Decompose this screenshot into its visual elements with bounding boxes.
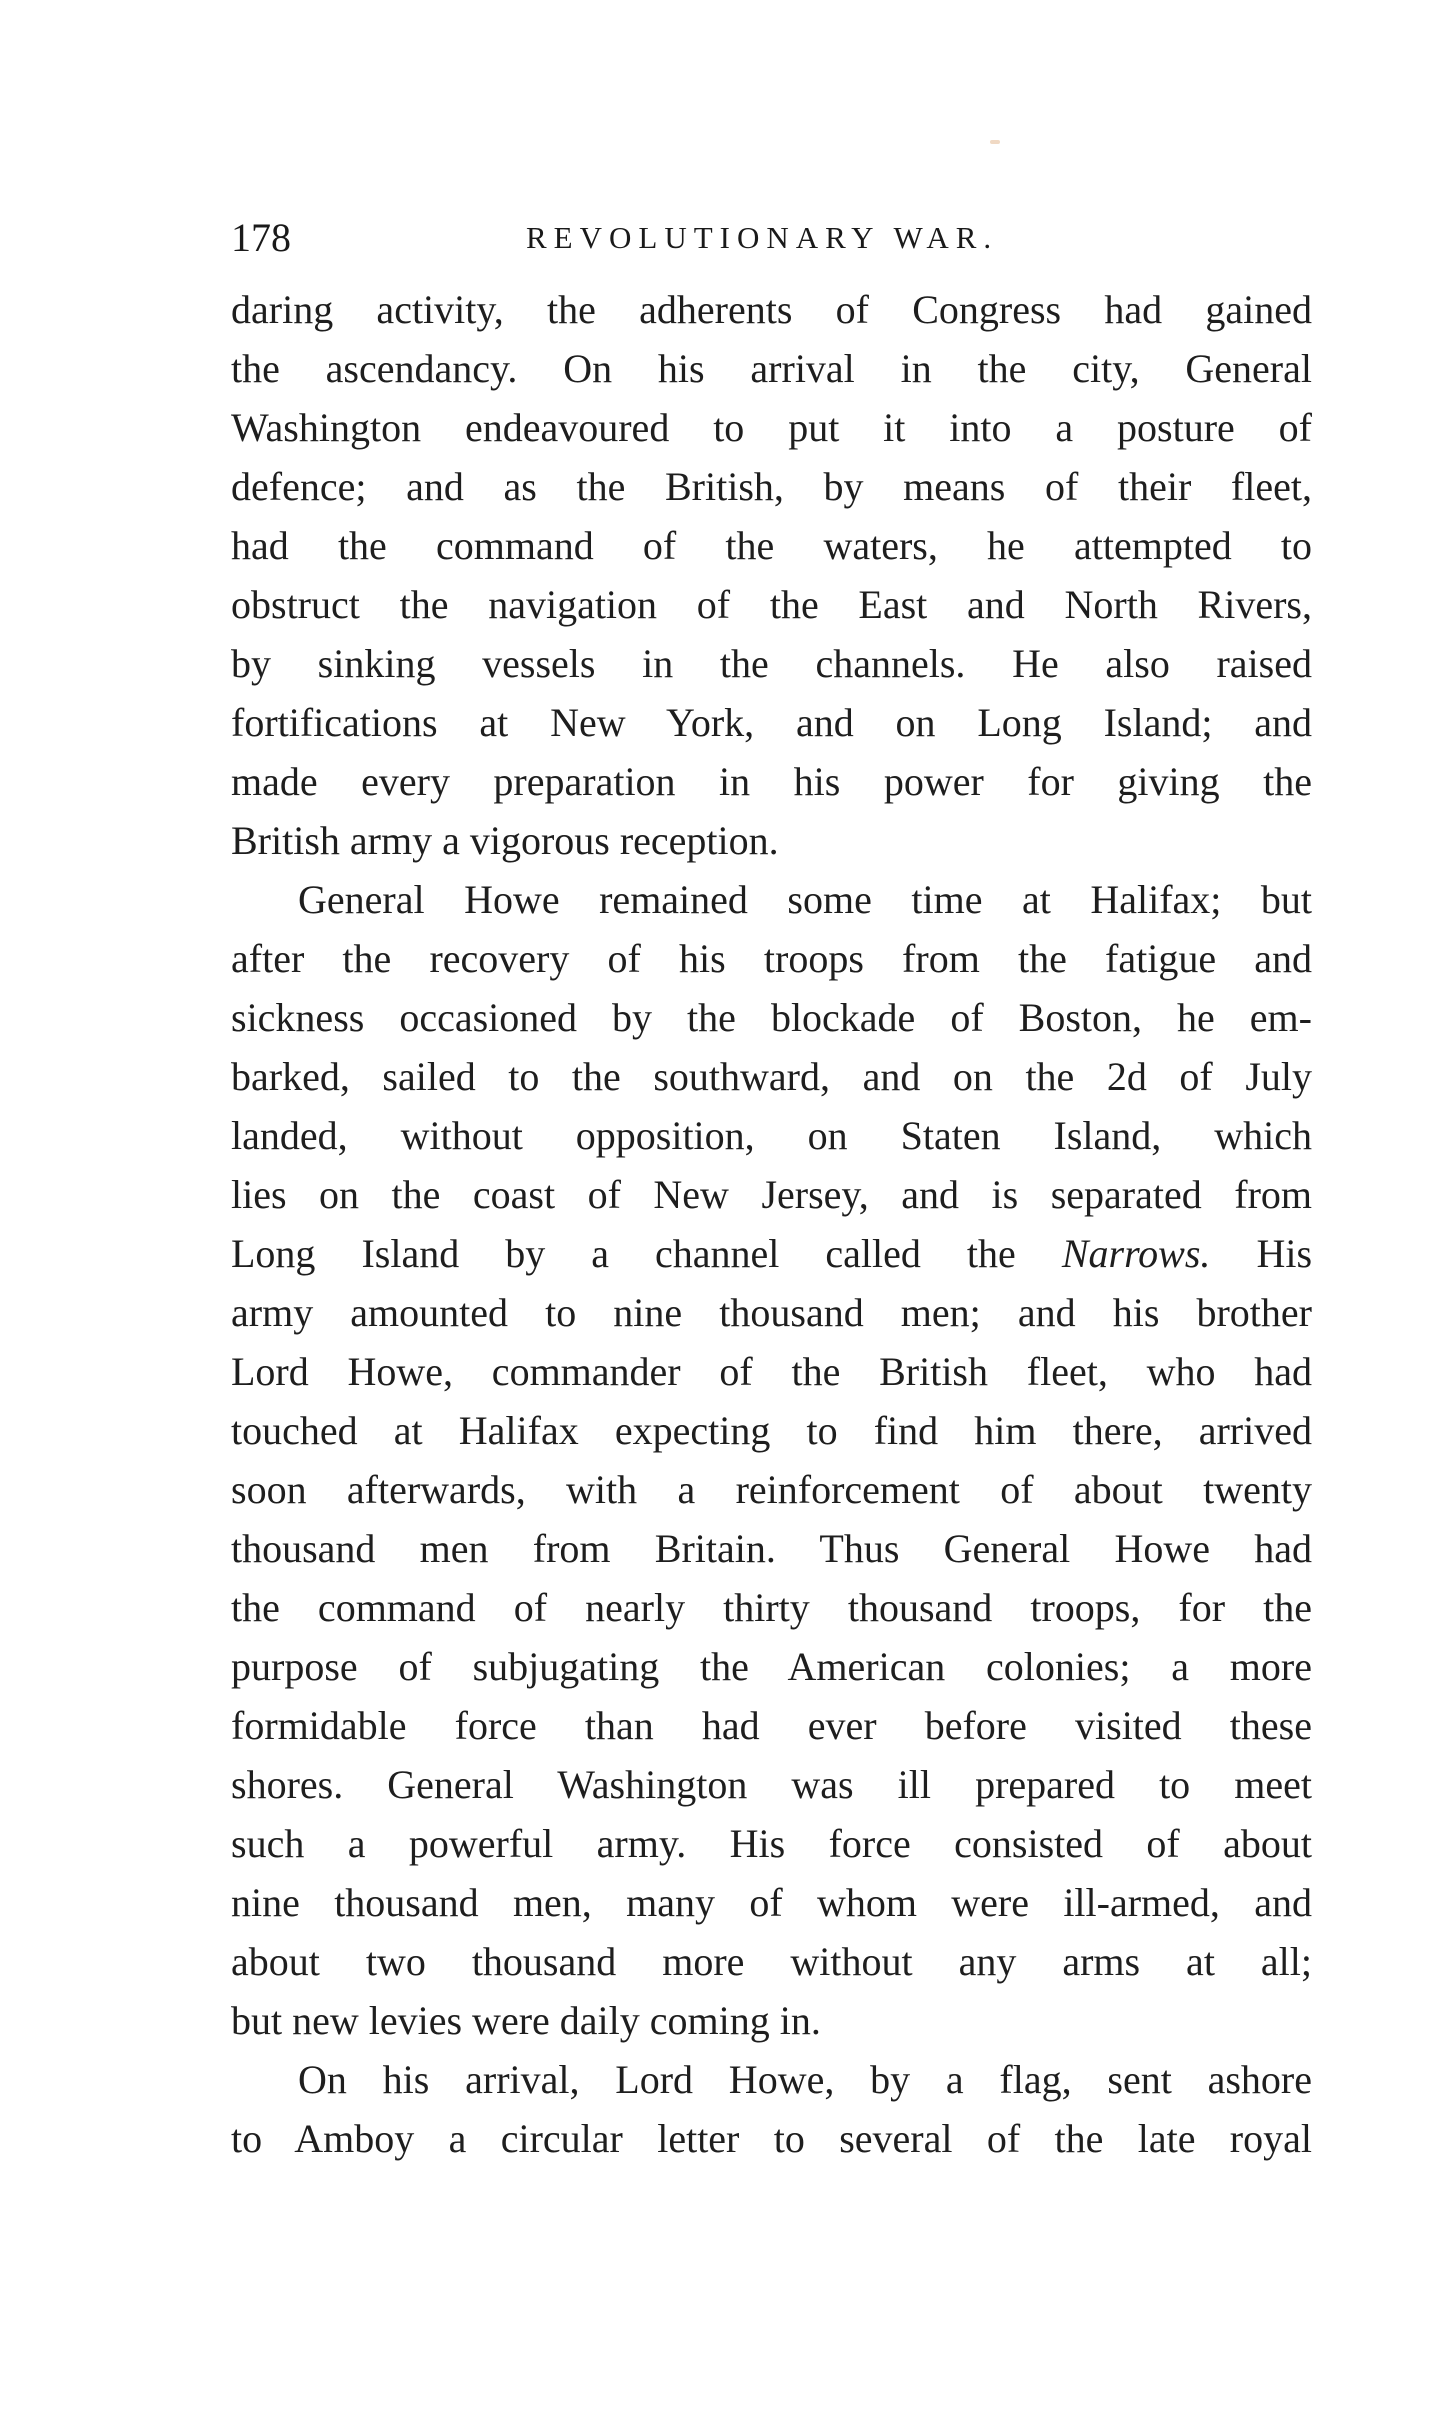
paragraph-start-line: General Howe remained some time at Halifax; but [298,877,1312,922]
text-line: such a powerful army. His force consisted of about [231,1821,1312,1866]
text-line-with-italic [231,1224,1312,1283]
text-line: to Amboy a circular letter to several of the late royal [231,2116,1312,2161]
text-line: lies on the coast of New Jersey, and is separated from [231,1172,1312,1217]
text-line: by sinking vessels in the channels. He also raised [231,641,1312,686]
paragraph-start-line: On his arrival, Lord Howe, by a flag, sent ashore [298,2057,1312,2102]
text-line: about two thousand more without any arms at all; [231,1939,1312,1984]
text-line: British army a vigorous reception. [231,818,779,863]
text-line: purpose of subjugating the American colonies; a more [231,1644,1312,1689]
text-line: had the command of the waters, he attempted to [231,523,1312,568]
text-line: barked, sailed to the southward, and on the 2d of July [231,1054,1312,1099]
text-line: shores. General Washington was ill prepared to meet [231,1762,1312,1807]
text-line: sickness occasioned by the blockade of Boston, he em- [231,995,1312,1040]
running-head: REVOLUTIONARY WAR. [526,220,999,255]
text-line: landed, without opposition, on Staten Island, which [231,1113,1312,1158]
text-line: thousand men from Britain. Thus General Howe had [231,1526,1312,1571]
text-line: nine thousand men, many of whom were ill-armed, and [231,1880,1312,1925]
paper-speck [990,140,1000,144]
text-line: the ascendancy. On his arrival in the city, General [231,346,1312,391]
text-line: after the recovery of his troops from the fatigue and [231,936,1312,981]
text-line: daring activity, the adherents of Congress had gained [231,287,1312,332]
text-line: Lord Howe, commander of the British fleet, who had [231,1349,1312,1394]
page-number: 178 [231,215,291,260]
line-text-part: Long Island by a channel called the [231,1231,1016,1276]
page-header [231,210,1312,266]
text-line: obstruct the navigation of the East and North Rivers, [231,582,1312,627]
text-line: made every preparation in his power for giving the [231,759,1312,804]
text-line: fortifications at New York, and on Long Island; and [231,700,1312,745]
text-line: Washington endeavoured to put it into a posture of [231,405,1312,450]
italic-place-name: Narrows. [1061,1231,1211,1276]
line-text-part: His [1256,1231,1313,1276]
text-line: but new levies were daily coming in. [231,1998,821,2043]
text-line: the command of nearly thirty thousand troops, for the [231,1585,1312,1630]
text-line: defence; and as the British, by means of their fleet, [231,464,1312,509]
text-line: soon afterwards, with a reinforcement of about twenty [231,1467,1312,1512]
text-line: touched at Halifax expecting to find him there, arrived [231,1408,1312,1453]
text-line: formidable force than had ever before visited these [231,1703,1312,1748]
text-line: army amounted to nine thousand men; and his brother [231,1290,1312,1335]
body-text [231,280,1312,2168]
